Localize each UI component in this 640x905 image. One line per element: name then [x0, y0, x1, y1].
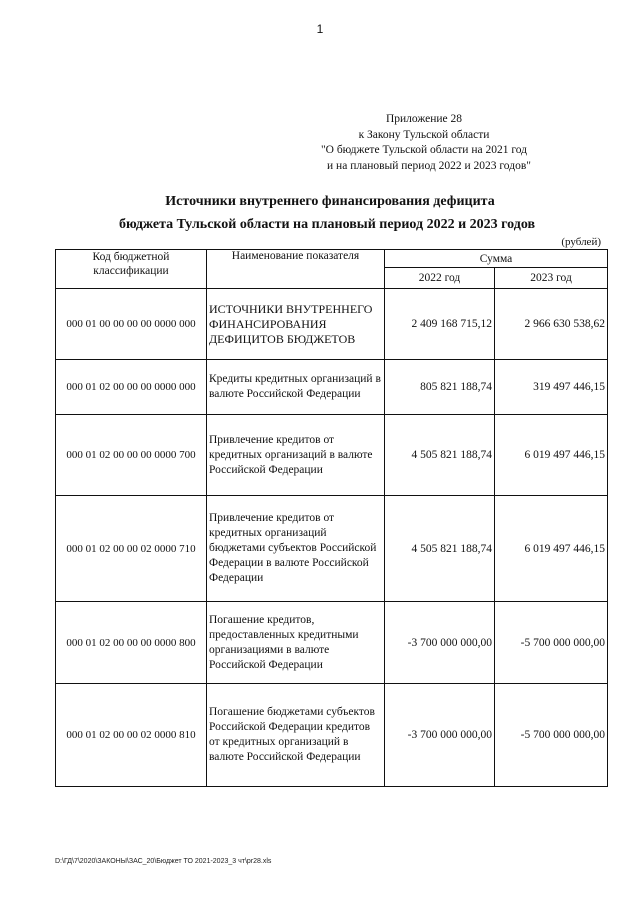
cell-code: 000 01 02 00 00 00 0000 800	[56, 602, 207, 684]
cell-code: 000 01 02 00 00 00 0000 700	[56, 415, 207, 496]
cell-name: Погашение кредитов, предоставленных кредитными организациями в валюте Российской Федерации	[207, 602, 385, 684]
appendix-line-3: "О бюджете Тульской области на 2021 год	[320, 144, 528, 156]
cell-2023: 2 966 630 538,62	[495, 289, 608, 360]
header-year-2023: 2023 год	[495, 268, 608, 289]
cell-2022: 4 505 821 188,74	[385, 496, 495, 602]
units-label: (рублей)	[561, 236, 601, 248]
table-row	[56, 360, 608, 415]
cell-code: 000 01 00 00 00 00 0000 000	[56, 289, 207, 360]
header-sum: Сумма	[385, 250, 608, 268]
cell-2022: 4 505 821 188,74	[385, 415, 495, 496]
page-number: 1	[316, 22, 324, 36]
appendix-header	[294, 112, 554, 174]
cell-name: Кредиты кредитных организаций в валюте Российской Федерации	[207, 360, 385, 415]
cell-2023: -5 700 000 000,00	[495, 684, 608, 787]
table-header-row	[56, 250, 608, 268]
cell-name: Привлечение кредитов от кредитных организаций бюджетами субъектов Российской Федерации в валюте Российской Федерации	[207, 496, 385, 602]
cell-2022: -3 700 000 000,00	[385, 684, 495, 787]
cell-code: 000 01 02 00 00 02 0000 810	[56, 684, 207, 787]
appendix-line-1: Приложение 28	[385, 113, 463, 125]
cell-code: 000 01 02 00 00 02 0000 710	[56, 496, 207, 602]
header-code: Код бюджетной классификации	[56, 250, 207, 289]
header-year-2022: 2022 год	[385, 268, 495, 289]
appendix-line-2: к Закону Тульской области	[358, 128, 490, 141]
table-row	[56, 289, 608, 360]
table-row	[56, 684, 608, 787]
cell-2023: 6 019 497 446,15	[495, 415, 608, 496]
title-line-2: бюджета Тульской области на плановый период 2022 и 2023 годов	[118, 217, 536, 232]
header-name: Наименование показателя	[207, 250, 385, 289]
document-title	[0, 190, 640, 236]
cell-name: Привлечение кредитов от кредитных организаций в валюте Российской Федерации	[207, 415, 385, 496]
table-row	[56, 496, 608, 602]
cell-2023: 6 019 497 446,15	[495, 496, 608, 602]
table-row	[56, 415, 608, 496]
appendix-line-4: и на плановый период 2022 и 2023 годов"	[327, 159, 531, 172]
cell-2022: 805 821 188,74	[385, 360, 495, 415]
cell-name: ИСТОЧНИКИ ВНУТРЕННЕГО ФИНАНСИРОВАНИЯ ДЕФИЦИТОВ БЮДЖЕТОВ	[207, 289, 385, 360]
budget-sources-table	[55, 249, 608, 787]
cell-code: 000 01 02 00 00 00 0000 000	[56, 360, 207, 415]
file-path-footer: D:\ГД\7\2020\ЗАКОНЫ\ЗАС_20\Бюджет ТО 2021-2023_3 чт\pr28.xls	[55, 858, 272, 865]
cell-2022: -3 700 000 000,00	[385, 602, 495, 684]
cell-2023: 319 497 446,15	[495, 360, 608, 415]
cell-2023: -5 700 000 000,00	[495, 602, 608, 684]
title-line-1: Источники внутреннего финансирования дефицита	[165, 194, 495, 209]
cell-2022: 2 409 168 715,12	[385, 289, 495, 360]
table-row	[56, 602, 608, 684]
cell-name: Погашение бюджетами субъектов Российской Федерации кредитов от кредитных организаций в валюте Российской Федерации	[207, 684, 385, 787]
